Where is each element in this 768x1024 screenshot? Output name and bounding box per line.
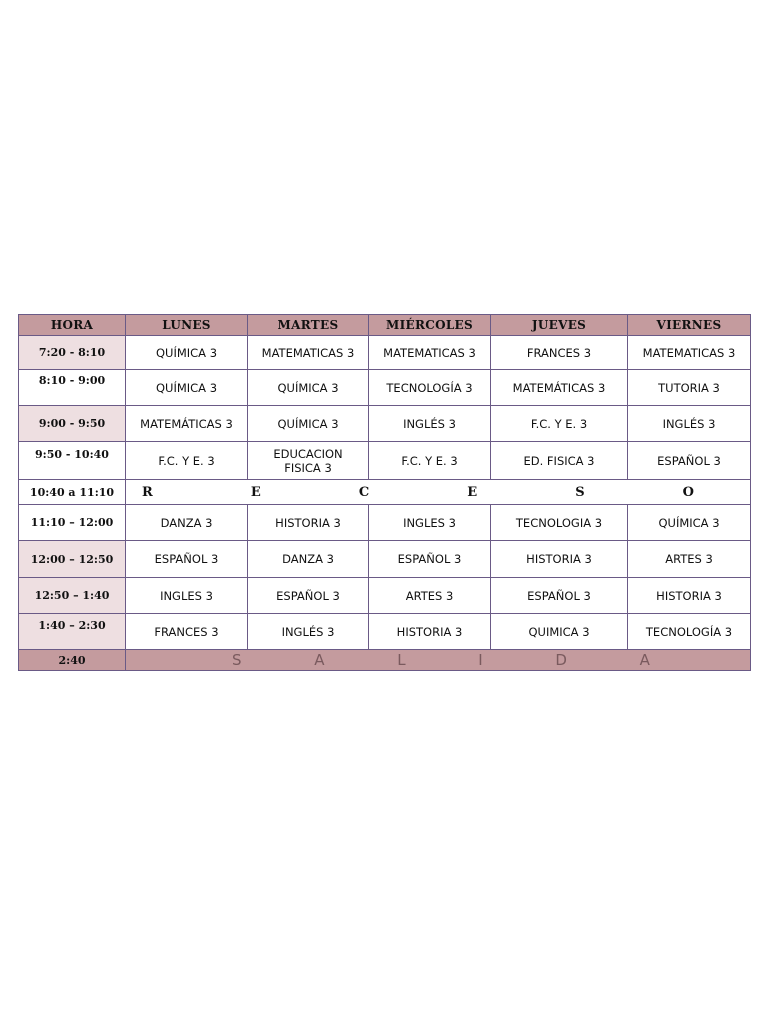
- class-cell: F.C. Y E. 3: [491, 406, 628, 442]
- time-slot: 12:50 – 1:40: [19, 578, 126, 614]
- header-lunes: LUNES: [126, 315, 248, 336]
- class-cell: QUIMICA 3: [491, 614, 628, 650]
- dismissal-letter: A: [639, 651, 650, 669]
- class-cell: FRANCES 3: [126, 614, 248, 650]
- header-martes: MARTES: [248, 315, 369, 336]
- dismissal-banner: [126, 650, 751, 671]
- class-cell: INGLÉS 3: [369, 406, 491, 442]
- class-cell: MATEMATICAS 3: [369, 336, 491, 370]
- class-cell: QUÍMICA 3: [126, 336, 248, 370]
- class-cell: DANZA 3: [248, 541, 369, 578]
- header-viernes: VIERNES: [628, 315, 751, 336]
- class-cell: HISTORIA 3: [628, 578, 751, 614]
- class-schedule-table: [18, 314, 751, 671]
- time-slot: 8:10 - 9:00: [19, 370, 126, 406]
- class-cell: EDUCACION FISICA 3: [248, 442, 369, 480]
- recess-letter: R: [142, 484, 153, 500]
- dismissal-letter: S: [232, 651, 242, 669]
- time-slot: 7:20 - 8:10: [19, 336, 126, 370]
- time-slot: 11:10 – 12:00: [19, 505, 126, 541]
- class-cell: QUÍMICA 3: [248, 370, 369, 406]
- class-cell: ESPAÑOL 3: [369, 541, 491, 578]
- recess-letter: C: [358, 484, 370, 500]
- class-cell: ESPAÑOL 3: [126, 541, 248, 578]
- time-slot: 1:40 – 2:30: [19, 614, 126, 650]
- header-row: [19, 315, 751, 336]
- table-row: [19, 541, 751, 578]
- class-cell: HISTORIA 3: [491, 541, 628, 578]
- header-hora: HORA: [19, 315, 126, 336]
- table-row: [19, 614, 751, 650]
- table-row: [19, 336, 751, 370]
- recess-letter: E: [467, 484, 478, 500]
- class-cell: INGLÉS 3: [248, 614, 369, 650]
- class-cell: HISTORIA 3: [369, 614, 491, 650]
- class-cell: ESPAÑOL 3: [628, 442, 751, 480]
- dismissal-letter: A: [314, 651, 325, 669]
- header-miercoles: MIÉRCOLES: [369, 315, 491, 336]
- recess-time: 10:40 a 11:10: [19, 480, 126, 505]
- class-cell: TECNOLOGÍA 3: [628, 614, 751, 650]
- recess-row: [19, 480, 751, 505]
- dismissal-row: [19, 650, 751, 671]
- class-cell: QUÍMICA 3: [126, 370, 248, 406]
- dismissal-letter: L: [397, 651, 406, 669]
- class-cell: TECNOLOGÍA 3: [369, 370, 491, 406]
- class-cell: ESPAÑOL 3: [248, 578, 369, 614]
- dismissal-time: 2:40: [19, 650, 126, 671]
- class-cell: MATEMATICAS 3: [628, 336, 751, 370]
- table-row: [19, 578, 751, 614]
- class-cell: ESPAÑOL 3: [491, 578, 628, 614]
- class-cell: TUTORIA 3: [628, 370, 751, 406]
- dismissal-letter: D: [555, 651, 567, 669]
- dismissal-letter: I: [478, 651, 483, 669]
- class-cell: ED. FISICA 3: [491, 442, 628, 480]
- header-jueves: JUEVES: [491, 315, 628, 336]
- class-cell: INGLES 3: [126, 578, 248, 614]
- class-cell: INGLES 3: [369, 505, 491, 541]
- recess-letter: O: [682, 484, 694, 500]
- table-row: [19, 406, 751, 442]
- recess-letter: S: [575, 484, 585, 500]
- class-cell: HISTORIA 3: [248, 505, 369, 541]
- recess-letter: E: [250, 484, 261, 500]
- class-cell: MATEMÁTICAS 3: [491, 370, 628, 406]
- time-slot: 12:00 – 12:50: [19, 541, 126, 578]
- class-cell: MATEMÁTICAS 3: [126, 406, 248, 442]
- table-row: [19, 442, 751, 480]
- time-slot: 9:00 - 9:50: [19, 406, 126, 442]
- time-slot: 9:50 - 10:40: [19, 442, 126, 480]
- class-cell: ARTES 3: [628, 541, 751, 578]
- class-cell: TECNOLOGIA 3: [491, 505, 628, 541]
- table-row: [19, 370, 751, 406]
- class-cell: FRANCES 3: [491, 336, 628, 370]
- class-cell: DANZA 3: [126, 505, 248, 541]
- class-cell: F.C. Y E. 3: [369, 442, 491, 480]
- recess-banner: [126, 480, 751, 505]
- class-cell: QUÍMICA 3: [628, 505, 751, 541]
- table-row: [19, 505, 751, 541]
- class-cell: INGLÉS 3: [628, 406, 751, 442]
- class-cell: MATEMATICAS 3: [248, 336, 369, 370]
- class-cell: ARTES 3: [369, 578, 491, 614]
- class-cell: QUÍMICA 3: [248, 406, 369, 442]
- class-cell: F.C. Y E. 3: [126, 442, 248, 480]
